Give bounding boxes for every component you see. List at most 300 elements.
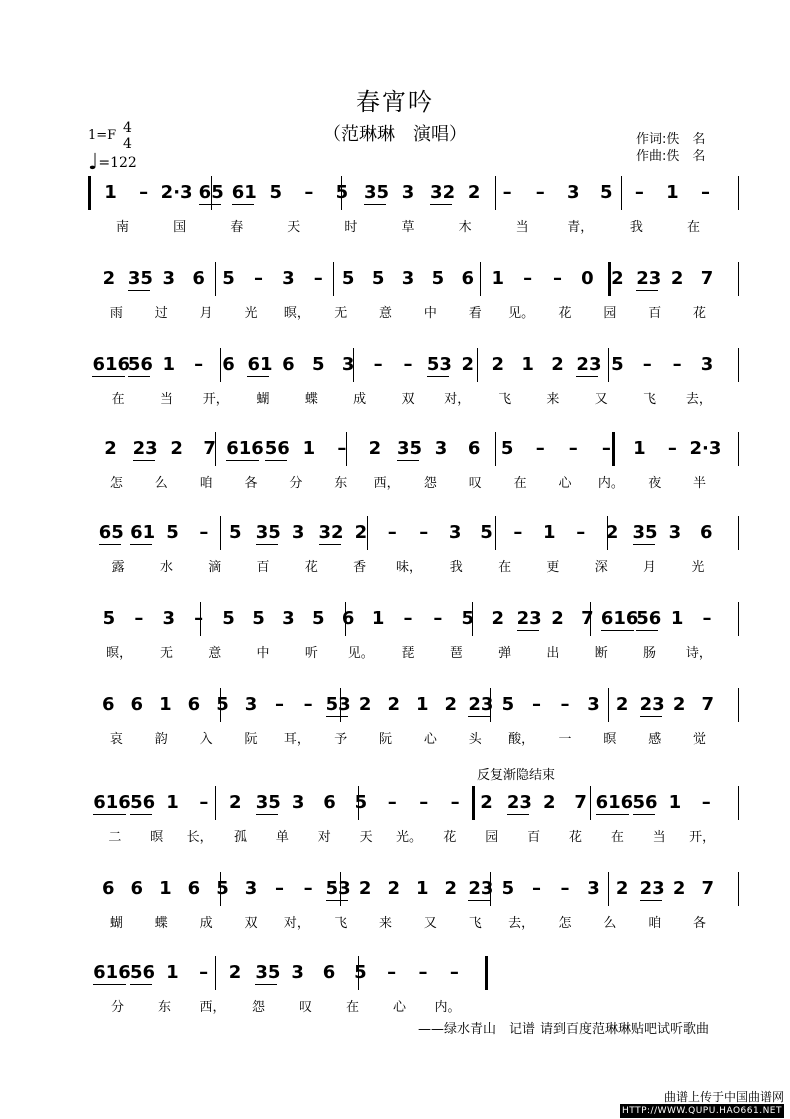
jianpu-note: 2·3 — [160, 182, 193, 203]
jianpu-note: 6 — [102, 694, 115, 715]
lyric-char: 花 — [568, 830, 582, 845]
bar-line — [215, 262, 216, 296]
lyric-char: 意 — [208, 646, 222, 661]
jianpu-note: 3 — [341, 354, 355, 375]
lyric-char: 来 — [546, 392, 560, 407]
jianpu-note: 616 — [93, 792, 131, 813]
jianpu-note: 2 — [387, 878, 400, 899]
jianpu-note: 1 — [633, 438, 646, 459]
lyric-char: 琶 — [449, 646, 463, 661]
jianpu-note: 5 — [269, 182, 283, 203]
underline-beam — [636, 630, 658, 631]
lyric-char: 么 — [603, 916, 617, 931]
lyric-char: 暝， — [106, 646, 133, 661]
lyric-char: 怨 — [423, 476, 437, 491]
underline-beam — [427, 376, 449, 377]
jianpu-note: 53 — [325, 878, 351, 899]
jianpu-note: – — [419, 792, 429, 813]
jianpu-note: 5 — [252, 608, 265, 629]
lyric-char: 见。 — [347, 646, 374, 661]
underline-beam — [636, 290, 658, 291]
jianpu-note: 1 — [491, 268, 504, 289]
score-row — [0, 694, 790, 754]
jianpu-note: – — [560, 878, 570, 899]
jianpu-note: – — [513, 522, 523, 543]
lyric-char: 我 — [449, 560, 463, 575]
jianpu-note: – — [199, 962, 209, 983]
lyric-char: 中 — [256, 646, 270, 661]
jianpu-note: 56 — [264, 438, 290, 459]
bar-line — [480, 262, 481, 296]
lyric-char: 分 — [289, 476, 303, 491]
jianpu-note: 3 — [291, 792, 305, 813]
jianpu-note: 23 — [468, 878, 494, 899]
jianpu-note: 1 — [162, 354, 176, 375]
jianpu-note: – — [523, 268, 533, 289]
lyric-char: 蝴 — [109, 916, 123, 931]
lyric-char: 天 — [287, 220, 301, 235]
underline-beam — [430, 204, 452, 205]
jianpu-note: – — [701, 792, 711, 813]
jianpu-note: – — [535, 182, 545, 203]
underline-beam — [256, 814, 278, 815]
lyric-char: 韵 — [154, 732, 168, 747]
underline-beam — [92, 376, 125, 377]
jianpu-note: 23 — [639, 878, 665, 899]
jianpu-note: – — [601, 438, 611, 459]
underline-beam — [128, 376, 150, 377]
jianpu-note: 7 — [581, 608, 594, 629]
jianpu-note: 1 — [166, 962, 179, 983]
jianpu-note: 2 — [491, 608, 504, 629]
underline-beam — [93, 984, 126, 985]
jianpu-note: – — [419, 522, 429, 543]
jianpu-note: 6 — [130, 694, 144, 715]
jianpu-note: 6 — [467, 438, 481, 459]
jianpu-note: 1 — [159, 694, 172, 715]
lyric-char: 西， — [373, 476, 400, 491]
lyric-char: 无 — [334, 306, 348, 321]
jianpu-note: – — [502, 182, 512, 203]
lyric-char: 孤 — [234, 830, 248, 845]
jianpu-note: – — [433, 608, 443, 629]
underline-beam — [640, 716, 662, 717]
lyric-char: 味， — [396, 560, 423, 575]
jianpu-note: 2 — [368, 438, 382, 459]
repeat-fade-mark: 反复渐隐结束 — [477, 768, 556, 783]
jianpu-note: 2 — [461, 354, 475, 375]
jianpu-note: 56 — [127, 354, 153, 375]
underline-beam — [633, 814, 655, 815]
transcriber-credit: ——绿水青山 记谱 — [418, 1022, 536, 1037]
lyric-char: 二 — [108, 830, 122, 845]
lyric-char: 分 — [110, 1000, 124, 1015]
lyric-char: 开， — [202, 392, 229, 407]
jianpu-note: – — [194, 354, 204, 375]
quarter-note-icon: ♩ — [88, 150, 99, 175]
jianpu-note: 1 — [666, 182, 679, 203]
lyric-char: 当 — [515, 220, 529, 235]
key-signature: 1=F — [88, 128, 117, 143]
lyric-char: 木 — [458, 220, 472, 235]
jianpu-note: 1 — [159, 878, 172, 899]
jianpu-note: 3 — [587, 694, 600, 715]
jianpu-note: 35 — [127, 268, 153, 289]
lyric-char: 予 — [334, 732, 348, 747]
jianpu-note: 65 — [198, 182, 224, 203]
bar-line — [485, 956, 488, 990]
lyric-char: 么 — [154, 476, 168, 491]
lyric-char: 蝶 — [304, 392, 318, 407]
jianpu-note: – — [531, 694, 541, 715]
underline-beam — [130, 544, 152, 545]
jianpu-note: 2 — [444, 878, 458, 899]
jianpu-note: – — [275, 878, 285, 899]
lyric-char: 来 — [379, 916, 393, 931]
jianpu-note: 3 — [700, 354, 714, 375]
jianpu-note: 616 — [600, 608, 639, 629]
lyric-char: 水 — [159, 560, 173, 575]
underline-beam — [326, 716, 348, 717]
lyric-char: 露 — [111, 560, 125, 575]
lyric-char: 暝， — [283, 306, 310, 321]
jianpu-note: 1 — [104, 182, 117, 203]
lyric-char: 西， — [199, 1000, 226, 1015]
jianpu-note: 61 — [130, 522, 156, 543]
lyric-char: 当 — [652, 830, 666, 845]
lyric-char: 园 — [485, 830, 499, 845]
jianpu-note: 3 — [244, 878, 258, 899]
jianpu-note: 3 — [668, 522, 682, 543]
jianpu-note: – — [667, 438, 677, 459]
bar-line — [608, 688, 609, 722]
underline-beam — [633, 544, 655, 545]
lyric-char: 东 — [334, 476, 348, 491]
performer-subtitle: （范琳琳 演唱） — [323, 124, 467, 145]
lyric-char: 见。 — [508, 306, 535, 321]
jianpu-note: 32 — [430, 182, 456, 203]
score-row — [0, 522, 790, 582]
jianpu-note: – — [304, 182, 314, 203]
lyric-char: 深 — [594, 560, 608, 575]
lyric-char: 草 — [401, 220, 415, 235]
bar-line — [88, 176, 91, 210]
underline-beam — [319, 544, 341, 545]
jianpu-note: 56 — [632, 792, 658, 813]
lyric-char: 诗， — [685, 646, 712, 661]
jianpu-note: 23 — [132, 438, 158, 459]
lyric-char: 各 — [244, 476, 258, 491]
score-row — [0, 878, 790, 938]
lyric-char: 园 — [603, 306, 617, 321]
underline-beam — [130, 984, 152, 985]
bar-line — [738, 872, 739, 906]
jianpu-note: 6 — [461, 268, 475, 289]
jianpu-note: 2 — [228, 962, 242, 983]
lyric-char: 光 — [244, 306, 258, 321]
jianpu-note: 5 — [500, 438, 514, 459]
underline-beam — [640, 900, 662, 901]
lyric-char: 阮 — [244, 732, 258, 747]
lyric-char: 过 — [154, 306, 168, 321]
jianpu-note: 616 — [595, 792, 634, 813]
lyric-char: 百 — [648, 306, 662, 321]
lyric-char: 东 — [157, 1000, 171, 1015]
jianpu-note: 3 — [434, 438, 448, 459]
underline-beam — [255, 984, 277, 985]
jianpu-note: 6 — [187, 878, 201, 899]
jianpu-note: 5 — [335, 182, 349, 203]
underline-beam — [507, 814, 529, 815]
jianpu-note: – — [373, 354, 383, 375]
jianpu-note: 3 — [291, 962, 304, 983]
jianpu-note: 6 — [700, 522, 713, 543]
score-row — [0, 354, 790, 414]
underline-beam — [256, 544, 278, 545]
jianpu-note: 2 — [551, 608, 564, 629]
lyric-char: 耳， — [283, 732, 310, 747]
jianpu-note: 7 — [203, 438, 216, 459]
lyric-char: 雨 — [109, 306, 123, 321]
jianpu-note: 3 — [401, 182, 415, 203]
jianpu-note: – — [199, 522, 209, 543]
lyric-char: 去， — [508, 916, 535, 931]
underline-beam — [130, 814, 152, 815]
underline-beam — [232, 204, 254, 205]
jianpu-note: 5 — [102, 608, 116, 629]
jianpu-note: 6 — [323, 792, 336, 813]
song-title: 春宵吟 — [356, 88, 434, 116]
lyric-char: 百 — [527, 830, 541, 845]
jianpu-note: 23 — [468, 694, 494, 715]
jianpu-note: 2 — [104, 438, 117, 459]
jianpu-note: 5 — [600, 182, 613, 203]
jianpu-note: – — [139, 182, 149, 203]
lyric-char: 飞 — [334, 916, 348, 931]
underline-beam — [99, 544, 121, 545]
jianpu-note: 3 — [162, 608, 176, 629]
bar-line — [495, 176, 496, 210]
lyric-char: 双 — [244, 916, 258, 931]
lyric-char: 在 — [111, 392, 125, 407]
lyric-char: 心 — [558, 476, 572, 491]
time-signature-top: 4 — [123, 120, 132, 136]
lyric-char: 天 — [359, 830, 373, 845]
lyric-char: 南 — [116, 220, 130, 235]
jianpu-note: 6 — [341, 608, 355, 629]
jianpu-note: 1 — [521, 354, 534, 375]
jianpu-note: 5 — [216, 878, 229, 899]
lyric-char: 断 — [594, 646, 608, 661]
underline-beam — [93, 814, 126, 815]
jianpu-note: 35 — [632, 522, 658, 543]
underline-beam — [128, 290, 150, 291]
jianpu-note: – — [134, 608, 144, 629]
jianpu-note: 1 — [416, 694, 429, 715]
jianpu-note: 2 — [615, 694, 629, 715]
jianpu-note: 2 — [358, 694, 372, 715]
lyric-char: 一 — [558, 732, 572, 747]
lyric-char: 阮 — [379, 732, 393, 747]
jianpu-note: 6 — [130, 878, 144, 899]
lyric-char: 琵 — [401, 646, 415, 661]
jianpu-note: 3 — [162, 268, 176, 289]
jianpu-note: 53 — [426, 354, 452, 375]
jianpu-note: – — [418, 962, 428, 983]
jianpu-note: – — [702, 608, 712, 629]
jianpu-note: – — [313, 268, 323, 289]
jianpu-note: 6 — [322, 962, 336, 983]
jianpu-note: 5 — [501, 694, 515, 715]
jianpu-note: 65 — [98, 522, 124, 543]
underline-beam — [265, 460, 287, 461]
jianpu-note: – — [568, 438, 578, 459]
score-row — [0, 962, 790, 1022]
lyric-char: 各 — [693, 916, 707, 931]
lyric-char: 弹 — [498, 646, 512, 661]
jianpu-note: – — [253, 268, 263, 289]
jianpu-note: 1 — [302, 438, 316, 459]
score-row — [0, 438, 790, 498]
lyric-char: 飞 — [468, 916, 482, 931]
jianpu-note: – — [634, 182, 644, 203]
lyric-char: 在 — [610, 830, 624, 845]
lyric-char: 光。 — [396, 830, 423, 845]
jianpu-note: – — [449, 962, 459, 983]
lyric-char: 飞 — [643, 392, 657, 407]
jianpu-note: 5 — [166, 522, 179, 543]
jianpu-note: 5 — [611, 354, 624, 375]
lyric-char: 花 — [443, 830, 457, 845]
jianpu-note: 2 — [605, 522, 619, 543]
lyric-char: 当 — [159, 392, 173, 407]
jianpu-note: – — [450, 792, 460, 813]
lyric-char: 在 — [498, 560, 512, 575]
lyricist-credit: 作词:佚 名 — [636, 132, 706, 147]
jianpu-note: – — [403, 354, 413, 375]
lyric-char: 对， — [444, 392, 471, 407]
jianpu-note: – — [387, 792, 397, 813]
lyric-char: 入 — [199, 732, 213, 747]
jianpu-note: 56 — [636, 608, 662, 629]
underline-beam — [199, 204, 221, 205]
lyric-char: 酸， — [508, 732, 535, 747]
lyric-char: 无 — [159, 646, 173, 661]
lyric-char: 暝 — [150, 830, 164, 845]
jianpu-note: 2 — [615, 878, 629, 899]
jianpu-note: 5 — [501, 878, 515, 899]
lyric-char: 国 — [173, 220, 187, 235]
underline-beam — [326, 900, 348, 901]
jianpu-note: 5 — [216, 694, 229, 715]
jianpu-note: 23 — [506, 792, 532, 813]
jianpu-note: – — [560, 694, 570, 715]
underline-beam — [468, 900, 490, 901]
bar-line — [621, 176, 622, 210]
jianpu-note: – — [303, 878, 313, 899]
lyric-char: 叹 — [298, 1000, 312, 1015]
bar-line — [738, 786, 739, 820]
jianpu-note: 3 — [291, 522, 305, 543]
lyric-char: 又 — [594, 392, 608, 407]
jianpu-note: 2 — [611, 268, 624, 289]
jianpu-note: 7 — [700, 268, 714, 289]
bar-line — [220, 516, 221, 550]
lyric-char: 哀 — [109, 732, 123, 747]
jianpu-note: 5 — [222, 608, 235, 629]
jianpu-note: – — [337, 438, 347, 459]
jianpu-note: 5 — [431, 268, 445, 289]
jianpu-note: 616 — [93, 962, 131, 983]
jianpu-note: 7 — [701, 878, 714, 899]
lyric-char: 暝 — [603, 732, 617, 747]
jianpu-note: 2 — [672, 878, 686, 899]
jianpu-note: 61 — [231, 182, 257, 203]
bar-line — [738, 688, 739, 722]
jianpu-note: 2 — [170, 438, 183, 459]
lyric-char: 心 — [392, 1000, 406, 1015]
score-row — [0, 608, 790, 668]
lyric-char: 去， — [685, 392, 712, 407]
lyric-char: 双 — [401, 392, 415, 407]
jianpu-note: 5 — [371, 268, 385, 289]
jianpu-note: 3 — [401, 268, 415, 289]
jianpu-note: 5 — [341, 268, 355, 289]
bar-line — [608, 872, 609, 906]
jianpu-note: 53 — [325, 694, 351, 715]
jianpu-note: – — [387, 522, 397, 543]
jianpu-note: 3 — [282, 608, 295, 629]
lyric-char: 对 — [317, 830, 331, 845]
jianpu-note: 1 — [166, 792, 179, 813]
score-row — [0, 792, 790, 852]
jianpu-note: 3 — [587, 878, 600, 899]
jianpu-note: 35 — [363, 182, 389, 203]
jianpu-note: 23 — [636, 268, 662, 289]
lyric-char: 怎 — [558, 916, 572, 931]
jianpu-note: 0 — [581, 268, 594, 289]
jianpu-note: – — [303, 694, 313, 715]
underline-beam — [364, 204, 386, 205]
jianpu-note: – — [199, 792, 209, 813]
lyric-char: 内。 — [597, 476, 624, 491]
tempo-value: =122 — [98, 155, 137, 171]
lyric-char: 开， — [689, 830, 716, 845]
lyric-char: 怎 — [109, 476, 123, 491]
jianpu-note: 1 — [371, 608, 385, 629]
jianpu-note: – — [553, 268, 563, 289]
lyric-char: 感 — [648, 732, 662, 747]
lyric-char: 光 — [691, 560, 705, 575]
jianpu-note: 5 — [480, 522, 493, 543]
jianpu-note: 3 — [448, 522, 462, 543]
lyric-char: 心 — [423, 732, 437, 747]
bar-line — [215, 956, 216, 990]
jianpu-note: 6 — [187, 694, 201, 715]
lyric-char: 咱 — [199, 476, 213, 491]
time-signature-bottom: 4 — [123, 136, 132, 152]
jianpu-note: 2 — [551, 354, 564, 375]
underline-beam — [226, 460, 259, 461]
jianpu-note: 2 — [229, 792, 242, 813]
jianpu-note: 2 — [467, 182, 481, 203]
jianpu-note: 3 — [244, 694, 258, 715]
jianpu-note: – — [194, 608, 204, 629]
jianpu-note: 2 — [491, 354, 504, 375]
bar-line — [738, 432, 739, 466]
jianpu-note: 5 — [354, 962, 367, 983]
site-watermark — [620, 1090, 784, 1118]
